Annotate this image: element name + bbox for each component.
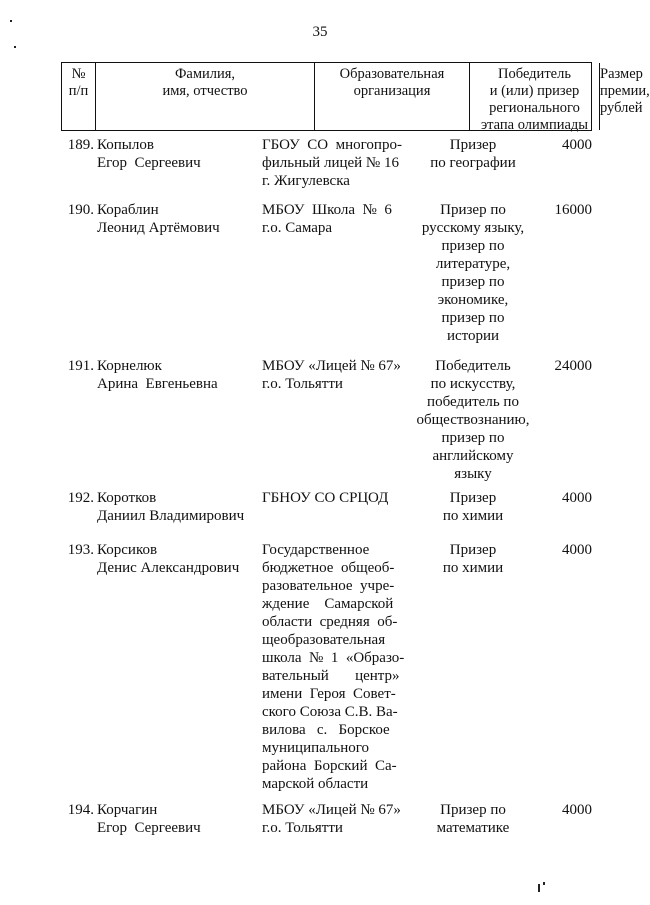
student-name xyxy=(97,541,257,577)
organization-line: МБОУ Школа № 6 xyxy=(262,202,392,218)
row-number: 191. xyxy=(67,358,94,374)
first-patronymic: Даниил Владимирович xyxy=(97,508,245,524)
award-line: экономике, xyxy=(437,292,509,308)
last-name: Кораблин xyxy=(97,202,159,218)
row-number: 193. xyxy=(67,542,94,558)
organization-line: ждение Самарской xyxy=(262,596,394,612)
organization xyxy=(262,489,405,507)
award-line: по химии xyxy=(442,508,504,524)
award-line: по химии xyxy=(442,560,504,576)
row-number: 189. xyxy=(67,137,94,153)
organization xyxy=(262,357,405,393)
award-line: призер по xyxy=(441,310,505,326)
row-number: 190. xyxy=(67,202,94,218)
prize-amount: 4000 xyxy=(562,802,592,818)
first-patronymic: Егор Сергеевич xyxy=(97,820,201,836)
organization-line: г.о. Тольятти xyxy=(262,820,343,836)
award-line: литературе, xyxy=(435,256,511,272)
organization xyxy=(262,136,405,190)
award-status xyxy=(413,801,533,837)
organization-line: школа № 1 «Образо- xyxy=(262,650,405,666)
last-name: Корсиков xyxy=(97,542,158,558)
last-name: Коротков xyxy=(97,490,157,506)
last-name: Корнелюк xyxy=(97,358,162,374)
organization-line: г.о. Самара xyxy=(262,220,333,236)
award-line: по искусству, xyxy=(430,376,516,392)
award-line: истории xyxy=(446,328,500,344)
organization-line: марской области xyxy=(262,776,369,792)
row-number: 192. xyxy=(67,490,94,506)
header-col-name: Фамилия, имя, отчество xyxy=(95,63,314,130)
award-line: языку xyxy=(454,466,492,482)
prize-amount: 4000 xyxy=(562,542,592,558)
organization-line: вательный центр» xyxy=(262,668,400,684)
organization-line: бюджетное общеоб- xyxy=(262,560,395,576)
organization-line: г. Жигулевска xyxy=(262,173,350,189)
organization xyxy=(262,201,405,237)
student-name xyxy=(97,201,257,237)
award-line: призер по xyxy=(441,238,505,254)
student-name xyxy=(97,136,257,172)
award-status xyxy=(413,489,533,525)
award-line: Победитель xyxy=(435,358,511,374)
organization-line: Государственное xyxy=(262,542,370,558)
organization-line: МБОУ «Лицей № 67» xyxy=(262,802,401,818)
award-line: Призер xyxy=(449,542,497,558)
student-name xyxy=(97,489,257,525)
organization-line: области средняя об- xyxy=(262,614,398,630)
scan-speck xyxy=(14,46,16,48)
organization-line: г.о. Тольятти xyxy=(262,376,343,392)
prize-amount: 16000 xyxy=(554,202,592,218)
table-header xyxy=(61,62,650,133)
award-status xyxy=(413,201,533,345)
award-status xyxy=(413,136,533,172)
organization-line: ского Союза С.В. Ва- xyxy=(262,704,398,720)
award-line: призер по xyxy=(441,430,505,446)
first-patronymic: Арина Евгеньевна xyxy=(97,376,218,392)
last-name: Корчагин xyxy=(97,802,158,818)
page-number: 35 xyxy=(312,24,328,40)
first-patronymic: Егор Сергеевич xyxy=(97,155,201,171)
organization-line: ГБОУ СО многопро- xyxy=(262,137,402,153)
student-name xyxy=(97,801,257,837)
row-number: 194. xyxy=(67,802,94,818)
first-patronymic: Денис Александрович xyxy=(97,560,240,576)
award-line: Призер xyxy=(449,137,497,153)
header-col-prize: Размер премии, рублей xyxy=(599,63,600,130)
award-line: английскому xyxy=(432,448,514,464)
last-name: Копылов xyxy=(97,137,154,153)
award-line: Призер по xyxy=(440,802,506,818)
student-name xyxy=(97,357,257,393)
scan-speck xyxy=(543,882,545,885)
scan-speck xyxy=(10,20,12,22)
organization-line: вилова с. Борское xyxy=(262,722,390,738)
organization-line: ГБНОУ СО СРЦОД xyxy=(262,490,389,506)
organization-line: района Борский Са- xyxy=(262,758,397,774)
organization-line: имени Героя Совет- xyxy=(262,686,396,702)
award-line: победитель по xyxy=(427,394,519,410)
organization-line: муниципального xyxy=(262,740,370,756)
award-line: по географии xyxy=(430,155,516,171)
prize-amount: 24000 xyxy=(554,358,592,374)
organization-line: щеобразовательная xyxy=(262,632,386,648)
prize-amount: 4000 xyxy=(562,137,592,153)
first-patronymic: Леонид Артёмович xyxy=(97,220,220,236)
scan-speck xyxy=(538,884,540,892)
header-col-award: Победитель и (или) призер регионального этапа олимпиады xyxy=(469,63,599,130)
organization-line: МБОУ «Лицей № 67» xyxy=(262,358,401,374)
prize-amount: 4000 xyxy=(562,490,592,506)
organization xyxy=(262,541,405,793)
award-line: русскому языку, xyxy=(421,220,525,236)
award-status xyxy=(413,541,533,577)
award-line: Призер xyxy=(449,490,497,506)
award-line: призер по xyxy=(441,274,505,290)
award-line: Призер по xyxy=(440,202,506,218)
organization-line: фильный лицей № 16 xyxy=(262,155,399,171)
organization xyxy=(262,801,405,837)
award-status xyxy=(413,357,533,483)
award-line: обществознанию, xyxy=(416,412,530,428)
header-col-number: № п/п xyxy=(68,66,89,99)
header-col-org: Образовательная организация xyxy=(314,63,469,130)
organization-line: разовательное учре- xyxy=(262,578,395,594)
award-line: математике xyxy=(436,820,510,836)
